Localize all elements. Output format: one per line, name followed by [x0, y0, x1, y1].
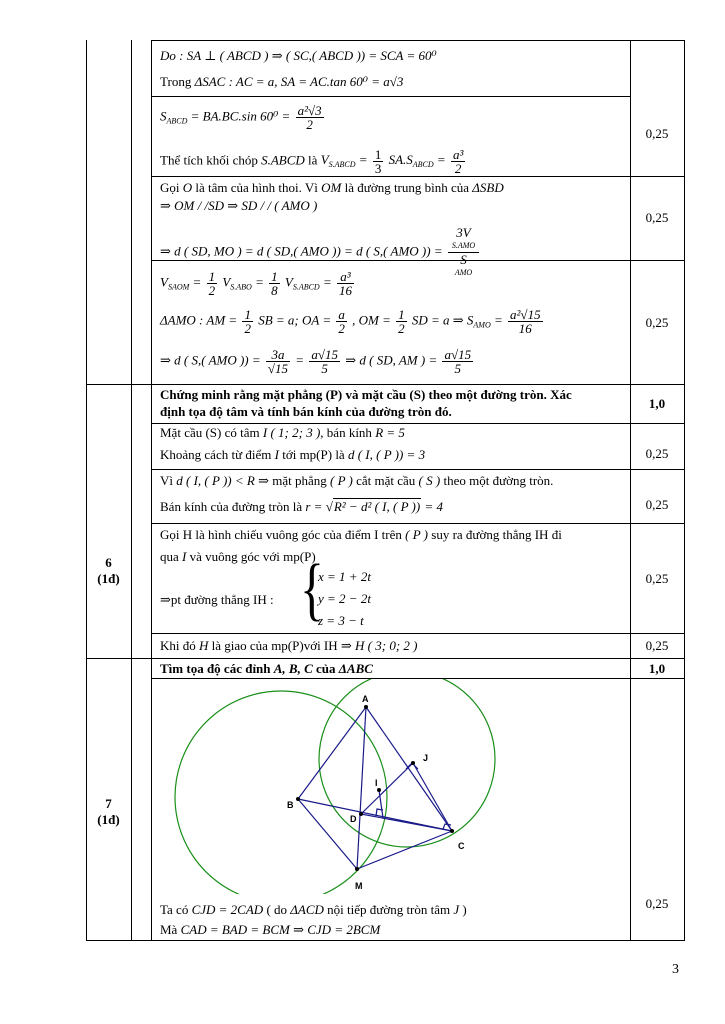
text-line: Ta có CJD = 2CAD ( do ΔACD nội tiếp đường tròn tâm J ) [160, 902, 467, 917]
point-label-C: C [458, 841, 465, 851]
question-title: Chứng minh rằng mặt phẳng (P) và mặt cầu (S) theo một đường tròn. Xác [160, 387, 572, 402]
question-title: định tọa độ tâm và tính bán kính của đường tròn đó. [160, 404, 452, 419]
question-number: 7 [105, 796, 112, 811]
question-points: (1đ) [97, 812, 120, 827]
score: 0,25 [645, 571, 669, 586]
text-line: Bán kính của đường tròn là r = √R² − d² ( I, ( P )) = 4 [160, 499, 443, 514]
score: 0,25 [645, 315, 669, 330]
equation: y = 2 − 2t [318, 591, 371, 606]
text-line: Do : SA ⊥ ( ABCD ) ⇒ ( SC,( ABCD )) = SCA = 60⁰ [160, 48, 437, 63]
text-line: ⇒ d ( S,( AMO )) = $\frac{3a}{√15}$ = $\frac{a√15}{5}$ ⇒ d ( SD, AM ) = $\frac{a√15}{5}$ [160, 347, 472, 376]
text-line: ⇒ d ( SD, MO ) = d ( SD,( AMO )) = d ( S,( AMO )) = 3V S.AMO S AMO [160, 226, 481, 279]
point-label-B: B [287, 800, 294, 810]
row-line [151, 423, 685, 424]
point-label-A: A [362, 694, 369, 704]
score: 0,25 [645, 638, 669, 653]
point-label-J: J [423, 753, 429, 763]
score: 0,25 [645, 896, 669, 911]
score: 1,0 [648, 396, 666, 411]
row-line [86, 940, 685, 941]
text-line: ⇒ OM / /SD ⇒ SD / / ( AMO ) [160, 198, 318, 213]
score: 0,25 [645, 126, 669, 141]
geometry-figure [151, 679, 630, 894]
score: 1,0 [648, 661, 666, 676]
page-number: 3 [672, 962, 679, 977]
row-line [151, 469, 685, 470]
row-line [151, 96, 630, 97]
row-line [151, 40, 685, 41]
question-points: (1đ) [97, 571, 120, 586]
text-line: Mà CAD = BAD = BCM ⇒ CJD = 2BCM [160, 922, 381, 937]
question-number: 6 [105, 555, 112, 570]
point-label-D: D [350, 814, 357, 824]
text-line: Gọi H là hình chiếu vuông góc của điểm I trên ( P ) suy ra đường thẳng IH đi [160, 527, 562, 542]
point-label-I: I [375, 778, 378, 788]
text-line: Mặt cầu (S) có tâm I ( 1; 2; 3 ), bán kính R = 5 [160, 425, 405, 440]
row-line [151, 176, 685, 177]
text-line: Thể tích khối chóp S.ABCD là $V_{S.ABCD}$ = $\frac{1}{3}$ $SA.S_{ABCD}$ = $\frac{\text{a³}}{2}$ [160, 147, 464, 176]
system-brace: { [300, 548, 324, 628]
text-line: ⇒pt đường thẳng IH : [160, 592, 274, 607]
text-line: qua I và vuông góc với mp(P) [160, 549, 316, 564]
question-title: Tìm tọa độ các đỉnh A, B, C của ΔABC [160, 661, 373, 676]
text-line: Vì d ( I, ( P )) < R ⇒ mặt phẳng ( P ) cắt mặt cầu ( S ) theo một đường tròn. [160, 473, 554, 488]
text-line: Trong ΔSAC : AC = a, SA = AC.tan 60⁰ = a√3 [160, 74, 404, 89]
text-line: ΔAMO : AM = $\frac{1}{2}$ SB = a; OA = $\frac{a}{2}$ , OM = $\frac{1}{2}$ SD = a ⇒ $S_{AMO}$ = $\frac{\text{a²√15}}{16}$ [160, 307, 541, 336]
text-line: Khi đó H là giao của mp(P)với IH ⇒ H ( 3; 0; 2 ) [160, 638, 418, 653]
score: 0,25 [645, 497, 669, 512]
score: 0,25 [645, 446, 669, 461]
score: 0,25 [645, 210, 669, 225]
text-line: $V_{SAOM}$ = $\frac{1}{2}$ $V_{S.ABO}$ = $\frac{1}{8}$ $V_{S.ABCD}$ = $\frac{\text{a³}}{16}$ [160, 269, 352, 298]
equation: z = 3 − t [318, 613, 364, 628]
text-line: Khoảng cách từ điểm I tới mp(P) là d ( I, ( P )) = 3 [160, 447, 426, 462]
table-col-divider-1 [131, 40, 132, 941]
text-line: $S_{ABCD} = BA.BC.\sin$ 60⁰ = $\frac{\text{a²√3}}{2}$ [160, 103, 322, 132]
text-line: Gọi O là tâm của hình thoi. Vì OM là đường trung bình của ΔSBD [160, 180, 504, 195]
row-line [151, 633, 685, 634]
row-line [86, 658, 685, 659]
equation: x = 1 + 2t [318, 569, 371, 584]
point-label-M: M [355, 881, 363, 891]
row-line [151, 523, 685, 524]
row-line [86, 384, 685, 385]
